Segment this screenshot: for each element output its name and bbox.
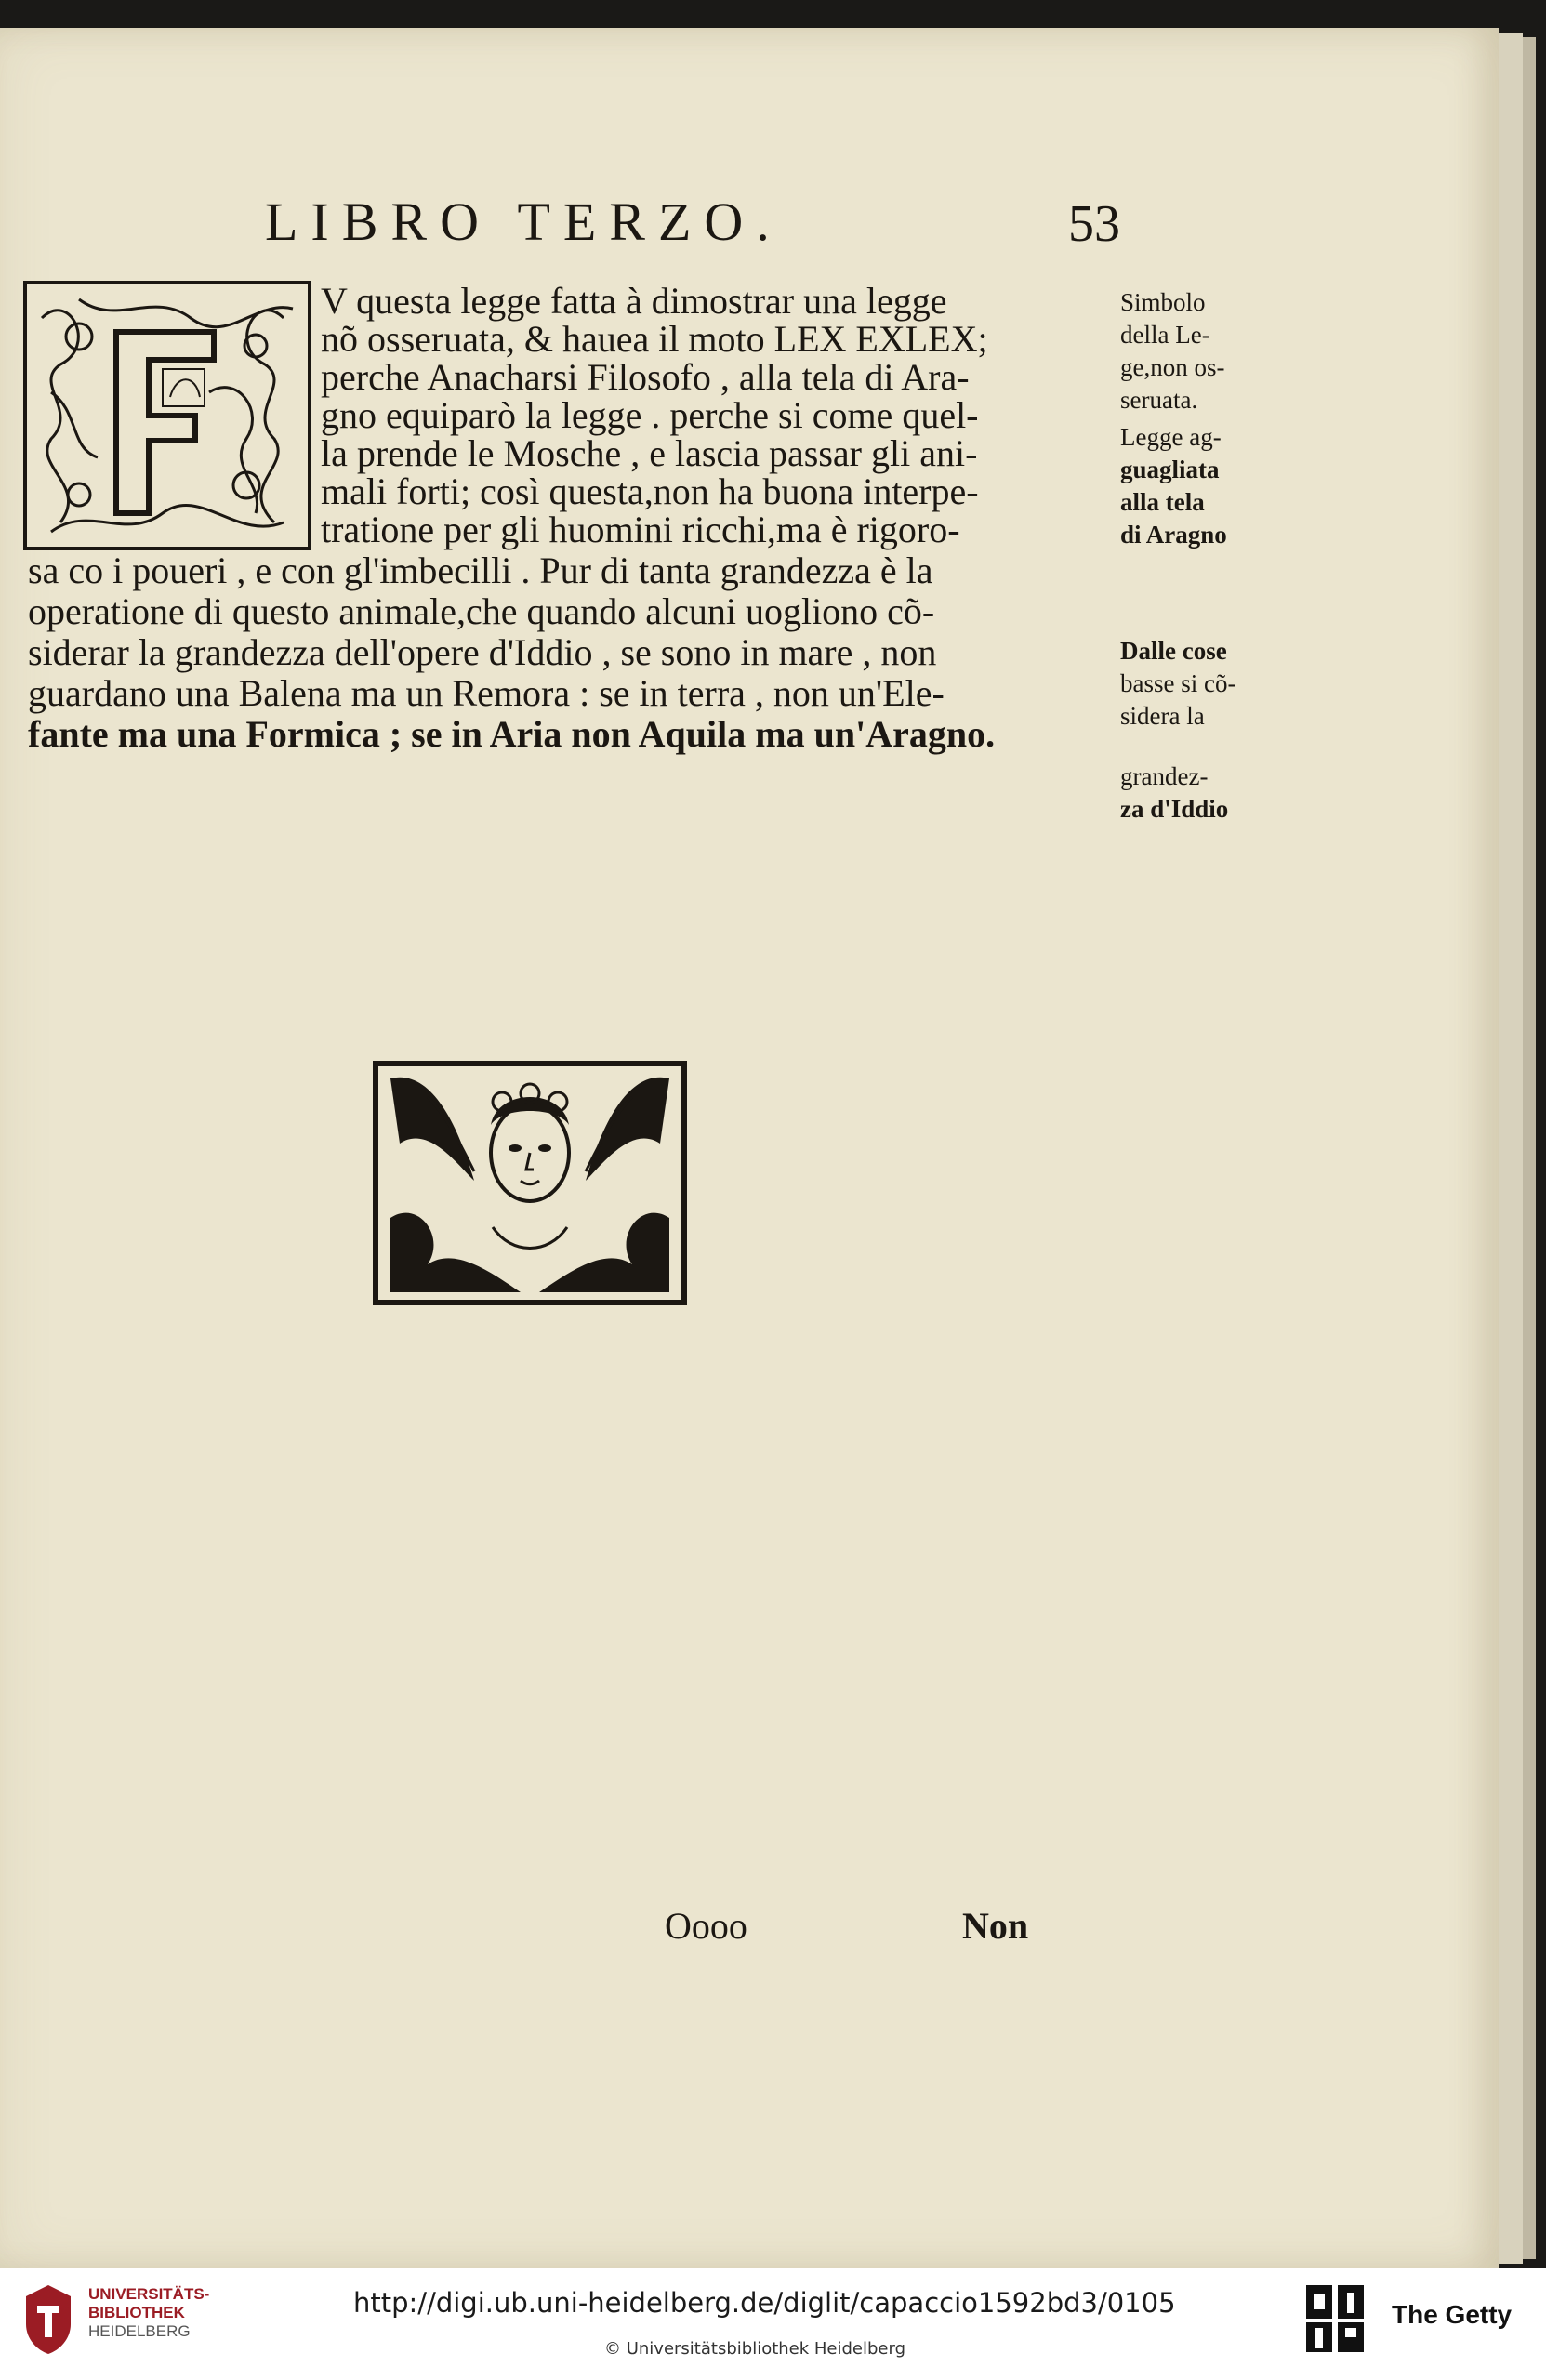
library-name-line: BIBLIOTHEK [88,2304,185,2321]
decorated-initial-f [23,281,311,550]
margin-note: Simbolo [1120,288,1206,316]
body-line: gno equiparò la legge . perche si come quel- [321,394,979,436]
university-seal-icon [20,2281,76,2358]
body-line: mali forti; così questa,non ha buona interpe- [321,470,979,512]
signature-mark: Oooo [665,1905,747,1947]
margin-note: Legge ag- [1120,423,1222,451]
running-title: LIBRO TERZO. [265,192,783,252]
margin-note: basse si cõ- [1120,669,1236,697]
library-name-line: UNIVERSITÄTS- [88,2285,210,2303]
margin-note: seruata. [1120,386,1198,414]
page-number: 53 [1068,195,1120,253]
body-line: la prende le Mosche , e lascia passar gli ani- [321,432,978,474]
margin-note: Dalle cose [1120,637,1227,665]
margin-note: guagliata [1120,456,1220,483]
body-line: fante ma una Formica ; se in Aria non Aquila ma un'Aragno. [28,713,996,755]
source-url-link[interactable]: http://digi.ub.uni-heidelberg.de/diglit/capaccio1592bd3/0105 [353,2287,1176,2319]
margin-note: grandez- [1120,762,1209,790]
footer-bar [0,2268,1546,2380]
catchword: Non [962,1905,1029,1947]
copyright-text: © Universitätsbibliothek Heidelberg [604,2339,906,2359]
library-name-line: HEIDELBERG [88,2322,191,2340]
body-line: V questa legge fatta à dimostrar una legge [321,280,947,322]
body-line: nõ osseruata, & hauea il moto LEX EXLEX; [321,318,988,360]
body-line: operatione di questo animale,che quando alcuni uogliono cõ- [28,590,935,632]
body-line: perche Anacharsi Filosofo , alla tela di Ara- [321,356,970,398]
body-line: sa co i poueri , e con gl'imbecilli . Pur di tanta grandezza è la [28,549,933,591]
body-line: tratione per gli huomini ricchi,ma è rigoro- [321,509,960,550]
getty-logo-icon [1304,2283,1366,2356]
library-name [88,2285,209,2341]
page-edge [1499,33,1523,2264]
cherub-ornament [372,1060,688,1306]
margin-note: za d'Iddio [1120,795,1229,823]
margin-note: ge,non os- [1120,353,1225,381]
page-header [265,191,1120,256]
body-line: siderar la grandezza dell'opere d'Iddio , se sono in mare , non [28,631,937,673]
page-edge-shadow [1523,37,1536,2259]
margin-note: di Aragno [1120,521,1227,549]
margin-note: alla tela [1120,488,1205,516]
margin-note: della Le- [1120,321,1210,349]
margin-note: sidera la [1120,702,1205,730]
getty-label: The Getty [1392,2300,1513,2329]
body-line: guardano una Balena ma un Remora : se in terra , non un'Ele- [28,672,945,714]
